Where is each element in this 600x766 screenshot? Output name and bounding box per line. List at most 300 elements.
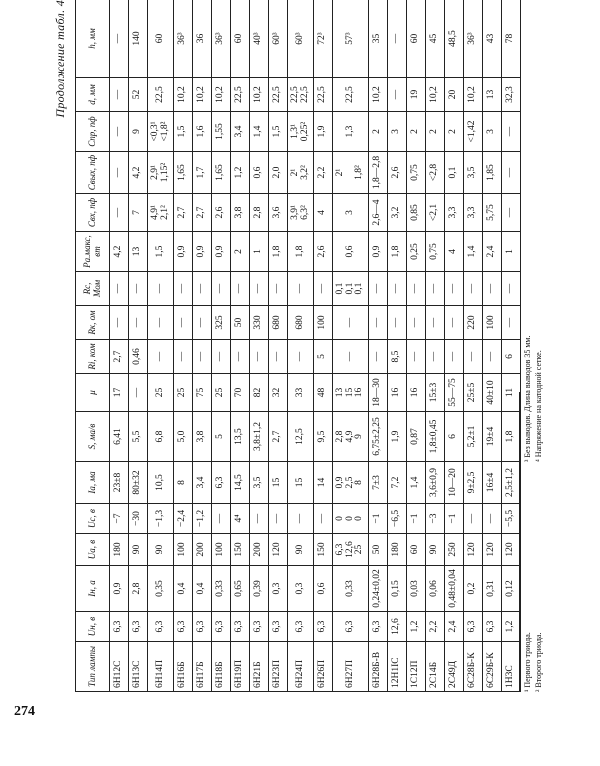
table-cell: 1,8±0,45: [426, 412, 445, 462]
tube-type-cell: 6С29Б-К: [483, 642, 502, 692]
table-cell: 3,5: [250, 462, 269, 504]
table-cell: 0,12: [502, 566, 521, 612]
table-cell: —: [129, 374, 148, 412]
table-cell: —: [250, 504, 269, 534]
table-cell: 2: [445, 112, 464, 152]
table-cell: —: [314, 272, 333, 306]
table-cell: —: [426, 340, 445, 374]
table-cell: —: [464, 504, 483, 534]
header-cell: Uн, в: [76, 612, 110, 642]
table-row: [483, 0, 502, 692]
table-cell: 10,2: [369, 78, 388, 112]
table-row: [288, 0, 314, 692]
table-cell: 6,41: [110, 412, 129, 462]
table-row: [174, 0, 193, 692]
table-cell: 0,9: [212, 232, 231, 272]
table-cell: 0,75: [407, 152, 426, 194]
table-cell: 2,0: [269, 152, 288, 194]
table-cell: −30: [129, 504, 148, 534]
table-cell: 36: [193, 0, 212, 78]
table-cell: 4,9¹ 2,1²: [148, 194, 174, 232]
table-cell: 90: [129, 534, 148, 566]
table-cell: 48,5: [445, 0, 464, 78]
table-cell: 120: [464, 534, 483, 566]
table-cell: 9±2,5: [464, 462, 483, 504]
tube-type-cell: 6Н17Б: [193, 642, 212, 692]
table-cell: 2,6: [314, 232, 333, 272]
table-cell: 100: [212, 534, 231, 566]
header-cell: Iа, ма: [76, 462, 110, 504]
table-row: [231, 0, 250, 692]
table-row: [110, 0, 129, 692]
table-cell: —: [288, 272, 314, 306]
table-cell: —: [464, 272, 483, 306]
table-cell: 0,9: [369, 232, 388, 272]
table-cell: 5,0: [174, 412, 193, 462]
table-cell: 10,5: [148, 462, 174, 504]
table-cell: 8,5: [388, 340, 407, 374]
table-cell: 1,85: [483, 152, 502, 194]
table-cell: 3,6±0,9: [426, 462, 445, 504]
table-cell: —: [502, 194, 521, 232]
table-row: [250, 0, 269, 692]
table-cell: −1: [369, 504, 388, 534]
page-number: 274: [14, 704, 35, 719]
table-cell: —: [110, 0, 129, 78]
table-cell: 82: [250, 374, 269, 412]
table-cell: 2¹ 1,8²: [333, 152, 369, 194]
table-cell: 15±3: [426, 374, 445, 412]
table-cell: 0,4: [174, 566, 193, 612]
tube-type-cell: 6Н14П: [148, 642, 174, 692]
table-cell: —: [407, 306, 426, 340]
table-cell: 0,9: [110, 566, 129, 612]
header-cell: Тип лампы: [76, 642, 110, 692]
table-cell: —: [388, 306, 407, 340]
table-cell: 72³: [314, 0, 333, 78]
table-cell: 2,8: [129, 566, 148, 612]
table-cell: 250: [445, 534, 464, 566]
table-cell: 90: [288, 534, 314, 566]
table-cell: —: [269, 272, 288, 306]
tube-type-cell: 6Н26П: [314, 642, 333, 692]
table-cell: 5: [212, 412, 231, 462]
table-cell: 1,3¹ 0,25²: [288, 112, 314, 152]
table-cell: 0,6: [314, 566, 333, 612]
table-cell: 0,2: [464, 566, 483, 612]
table-cell: 0,39: [250, 566, 269, 612]
table-cell: 10,2: [174, 78, 193, 112]
table-cell: —: [193, 272, 212, 306]
table-row: [269, 0, 288, 692]
table-cell: 22,5: [269, 78, 288, 112]
table-cell: 2,5±1,2: [502, 462, 521, 504]
table-cell: 1,4: [407, 462, 426, 504]
table-cell: —: [502, 306, 521, 340]
table-cell: —: [174, 340, 193, 374]
table-cell: —: [388, 78, 407, 112]
table-row: [314, 0, 333, 692]
table-cell: 45: [426, 0, 445, 78]
table-cell: 6,3: [129, 612, 148, 642]
table-cell: 6,8: [148, 412, 174, 462]
tube-type-cell: 6С28Б-К: [464, 642, 483, 692]
table-cell: 0,9: [174, 232, 193, 272]
table-cell: 22,5: [231, 78, 250, 112]
tube-type-cell: 6Н28Б-В: [369, 642, 388, 692]
table-cell: 0,9 2,5 8: [333, 462, 369, 504]
table-cell: 0,87: [407, 412, 426, 462]
table-cell: 43: [483, 0, 502, 78]
table-cell: 6,3: [148, 612, 174, 642]
table-cell: 60³: [269, 0, 288, 78]
table-cell: 3,2: [388, 194, 407, 232]
table-row: [369, 0, 388, 692]
table-cell: 0,03: [407, 566, 426, 612]
table-cell: 10,2: [212, 78, 231, 112]
table-cell: 10,2: [250, 78, 269, 112]
table-cell: —: [445, 306, 464, 340]
table-cell: 1: [250, 232, 269, 272]
table-cell: —: [250, 340, 269, 374]
table-cell: —: [212, 272, 231, 306]
table-cell: —: [445, 272, 464, 306]
table-cell: 22,5: [314, 78, 333, 112]
table-cell: 1,8: [502, 412, 521, 462]
table-cell: 90: [148, 534, 174, 566]
table-cell: —: [426, 306, 445, 340]
rotated-page-content: [53, 0, 579, 692]
table-cell: 4,2: [129, 152, 148, 194]
table-cell: 2: [407, 112, 426, 152]
table-cell: 150: [231, 534, 250, 566]
table-cell: 3,5: [464, 152, 483, 194]
table-cell: 0,6: [250, 152, 269, 194]
table-row: [193, 0, 212, 692]
header-cell: Ri, ком: [76, 340, 110, 374]
table-cell: 0,06: [426, 566, 445, 612]
table-row: [464, 0, 483, 692]
table-row: [333, 0, 369, 692]
table-cell: 3,4: [193, 462, 212, 504]
table-cell: 1,5: [174, 112, 193, 152]
table-cell: 6,3: [212, 462, 231, 504]
table-row: [148, 0, 174, 692]
footnote-3: ³ Без выводов. Длина выводов 35 мм.: [523, 335, 532, 462]
table-cell: —: [483, 340, 502, 374]
table-cell: 22,5: [333, 78, 369, 112]
table-cell: 7: [129, 194, 148, 232]
table-cell: 325: [212, 306, 231, 340]
table-cell: 3,8: [193, 412, 212, 462]
table-cell: 35: [369, 0, 388, 78]
table-cell: —: [212, 504, 231, 534]
table-cell: 13,5: [231, 412, 250, 462]
table-cell: —: [250, 272, 269, 306]
table-cell: —: [333, 306, 369, 340]
table-cell: 22,5: [148, 78, 174, 112]
table-cell: 16±4: [483, 462, 502, 504]
table-cell: 6,3: [231, 612, 250, 642]
table-row: [388, 0, 407, 692]
table-cell: 12,6: [388, 612, 407, 642]
table-cell: 200: [250, 534, 269, 566]
table-cell: 80±32: [129, 462, 148, 504]
table-cell: 2,7: [193, 194, 212, 232]
table-cell: 2,8: [250, 194, 269, 232]
table-cell: 15: [288, 462, 314, 504]
table-cell: 10,2: [464, 78, 483, 112]
table-cell: 10—20: [445, 462, 464, 504]
table-cell: 1,9: [314, 112, 333, 152]
table-cell: 1,65: [212, 152, 231, 194]
table-cell: 0,65: [231, 566, 250, 612]
table-cell: 3,4: [231, 112, 250, 152]
table-cell: —: [445, 340, 464, 374]
footnote-rule: [519, 392, 520, 692]
tube-type-cell: 6Н19П: [231, 642, 250, 692]
table-cell: 180: [388, 534, 407, 566]
table-cell: 0,33: [333, 566, 369, 612]
table-cell: 5,5: [129, 412, 148, 462]
table-cell: 5,2±1: [464, 412, 483, 462]
table-cell: —: [388, 0, 407, 78]
table-row: [129, 0, 148, 692]
table-cell: 60³: [288, 0, 314, 78]
footnotes: [519, 0, 545, 692]
table-cell: 7,2: [388, 462, 407, 504]
table-cell: —: [314, 504, 333, 534]
header-cell: Rс, Мом: [76, 272, 110, 306]
table-cell: 6,75±2,25: [369, 412, 388, 462]
table-cell: <2,8: [426, 152, 445, 194]
table-cell: —: [502, 272, 521, 306]
table-cell: —: [110, 112, 129, 152]
table-cell: 3,8±1,2: [250, 412, 269, 462]
table-cell: 3,8: [231, 194, 250, 232]
table-cell: 0 0 0: [333, 504, 369, 534]
table-cell: 680: [288, 306, 314, 340]
table-cell: 2,6—4: [369, 194, 388, 232]
table-cell: —: [333, 340, 369, 374]
table-cell: 9: [129, 112, 148, 152]
table-cell: 1,2: [407, 612, 426, 642]
table-cell: 2: [426, 112, 445, 152]
table-cell: 17: [110, 374, 129, 412]
tube-type-cell: 1С12П: [407, 642, 426, 692]
table-cell: —: [129, 272, 148, 306]
table-cell: 4,2: [110, 232, 129, 272]
table-cell: 50: [231, 306, 250, 340]
table-cell: —: [483, 504, 502, 534]
continuation-label: Продолжение табл. 4: [53, 0, 67, 118]
table-cell: 90: [426, 534, 445, 566]
table-cell: 13: [129, 232, 148, 272]
table-cell: 10,2: [426, 78, 445, 112]
table-cell: 6,3: [269, 612, 288, 642]
table-cell: 1,3: [333, 112, 369, 152]
table-cell: 0,4: [193, 566, 212, 612]
table-cell: 6,3: [333, 612, 369, 642]
table-cell: 2,9¹ 1,15²: [148, 152, 174, 194]
header-cell: Cвх, пф: [76, 194, 110, 232]
table-cell: 3: [388, 112, 407, 152]
table-cell: 0,31: [483, 566, 502, 612]
table-cell: 120: [269, 534, 288, 566]
table-cell: 36³: [174, 0, 193, 78]
table-cell: —: [407, 272, 426, 306]
table-cell: 6,3: [110, 612, 129, 642]
vacuum-tube-specs-table: [75, 0, 521, 692]
header-cell: μ: [76, 374, 110, 412]
table-cell: 55—75: [445, 374, 464, 412]
table-cell: 19: [407, 78, 426, 112]
table-cell: —: [110, 194, 129, 232]
table-cell: 13: [483, 78, 502, 112]
table-cell: —: [231, 272, 250, 306]
table-cell: —: [502, 152, 521, 194]
table-cell: —: [369, 340, 388, 374]
table-cell: —: [288, 340, 314, 374]
table-cell: 1: [502, 232, 521, 272]
table-cell: 140: [129, 0, 148, 78]
table-cell: 2,8 4,9 9: [333, 412, 369, 462]
footnote-2: ² Второго триода.: [534, 632, 543, 692]
table-cell: 6,3: [193, 612, 212, 642]
table-cell: 5: [314, 340, 333, 374]
table-cell: 52: [129, 78, 148, 112]
table-cell: 2: [369, 112, 388, 152]
table-cell: 25±5: [464, 374, 483, 412]
table-cell: 3: [483, 112, 502, 152]
header-cell: Cпр, пф: [76, 112, 110, 152]
table-cell: —: [388, 272, 407, 306]
table-cell: 1,8: [388, 232, 407, 272]
table-cell: 1,55: [212, 112, 231, 152]
table-cell: 6,3: [212, 612, 231, 642]
header-cell: h, мм: [76, 0, 110, 78]
table-cell: 60: [407, 534, 426, 566]
table-cell: 12,5: [288, 412, 314, 462]
table-cell: 0,48±0,04: [445, 566, 464, 612]
table-cell: —: [407, 340, 426, 374]
table-cell: 11: [502, 374, 521, 412]
table-cell: 4: [314, 194, 333, 232]
table-cell: 16: [407, 374, 426, 412]
table-cell: 1,2: [502, 612, 521, 642]
table-cell: 180: [110, 534, 129, 566]
table-cell: 2,7: [110, 340, 129, 374]
table-cell: —: [129, 306, 148, 340]
table-cell: —: [369, 272, 388, 306]
table-cell: 0,25: [407, 232, 426, 272]
table-cell: 120: [483, 534, 502, 566]
table-cell: −3: [426, 504, 445, 534]
table-cell: 0,35: [148, 566, 174, 612]
table-cell: −7: [110, 504, 129, 534]
table-cell: —: [148, 272, 174, 306]
table-cell: 0,46: [129, 340, 148, 374]
table-cell: 0,75: [426, 232, 445, 272]
header-cell: Uс, в: [76, 504, 110, 534]
table-cell: 18—30: [369, 374, 388, 412]
table-cell: 200: [193, 534, 212, 566]
table-cell: 6,3: [314, 612, 333, 642]
table-cell: 2,2: [426, 612, 445, 642]
table-cell: 2¹ 3,2²: [288, 152, 314, 194]
table-cell: —: [288, 504, 314, 534]
table-cell: 6,3: [174, 612, 193, 642]
table-cell: 2,4: [445, 612, 464, 642]
table-cell: 2,6: [388, 152, 407, 194]
table-cell: 1,4: [464, 232, 483, 272]
table-cell: —: [148, 306, 174, 340]
table-cell: −1,2: [193, 504, 212, 534]
table-cell: 78: [502, 0, 521, 78]
table-cell: —: [193, 340, 212, 374]
table-cell: —: [193, 306, 212, 340]
table-cell: 14,5: [231, 462, 250, 504]
table-cell: —: [174, 272, 193, 306]
tube-type-cell: 1Н3С: [502, 642, 521, 692]
table-cell: 75: [193, 374, 212, 412]
tube-type-cell: 6Н24П: [288, 642, 314, 692]
tube-type-cell: 12Н1ІС: [388, 642, 407, 692]
table-row: [426, 0, 445, 692]
table-cell: −6,5: [388, 504, 407, 534]
table-row: [445, 0, 464, 692]
table-cell: 36³: [212, 0, 231, 78]
table-cell: —: [110, 78, 129, 112]
table-cell: 5,75: [483, 194, 502, 232]
table-cell: 1,6: [193, 112, 212, 152]
header-cell: Uа, в: [76, 534, 110, 566]
table-cell: 48: [314, 374, 333, 412]
table-cell: 6,3: [483, 612, 502, 642]
table-cell: —: [212, 340, 231, 374]
tube-type-cell: 6Н13С: [129, 642, 148, 692]
table-cell: 32: [269, 374, 288, 412]
tube-type-cell: 6Н12С: [110, 642, 129, 692]
table-cell: 3,3: [445, 194, 464, 232]
table-cell: 6: [445, 412, 464, 462]
table-cell: 2,4: [483, 232, 502, 272]
table-cell: 0,33: [212, 566, 231, 612]
table-cell: 70: [231, 374, 250, 412]
table-cell: —: [110, 272, 129, 306]
tube-type-cell: 2С49Д: [445, 642, 464, 692]
table-cell: 1,2: [231, 152, 250, 194]
table-cell: 0,1 0,1 0,1: [333, 272, 369, 306]
table-cell: −1: [445, 504, 464, 534]
table-cell: 6: [502, 340, 521, 374]
table-cell: 6,3: [288, 612, 314, 642]
table-cell: 1,8: [269, 232, 288, 272]
table-cell: —: [483, 272, 502, 306]
table-cell: 3,6: [269, 194, 288, 232]
table-cell: 2: [231, 232, 250, 272]
header-cell: Rк, ом: [76, 306, 110, 340]
header-cell: Cвых, пф: [76, 152, 110, 194]
table-cell: 3: [333, 194, 369, 232]
table-row: [212, 0, 231, 692]
table-cell: 100: [174, 534, 193, 566]
table-cell: 22,5 22,5: [288, 78, 314, 112]
table-cell: −2,4: [174, 504, 193, 534]
table-cell: 0,1: [445, 152, 464, 194]
table-cell: 2,2: [314, 152, 333, 194]
table-cell: 60: [231, 0, 250, 78]
